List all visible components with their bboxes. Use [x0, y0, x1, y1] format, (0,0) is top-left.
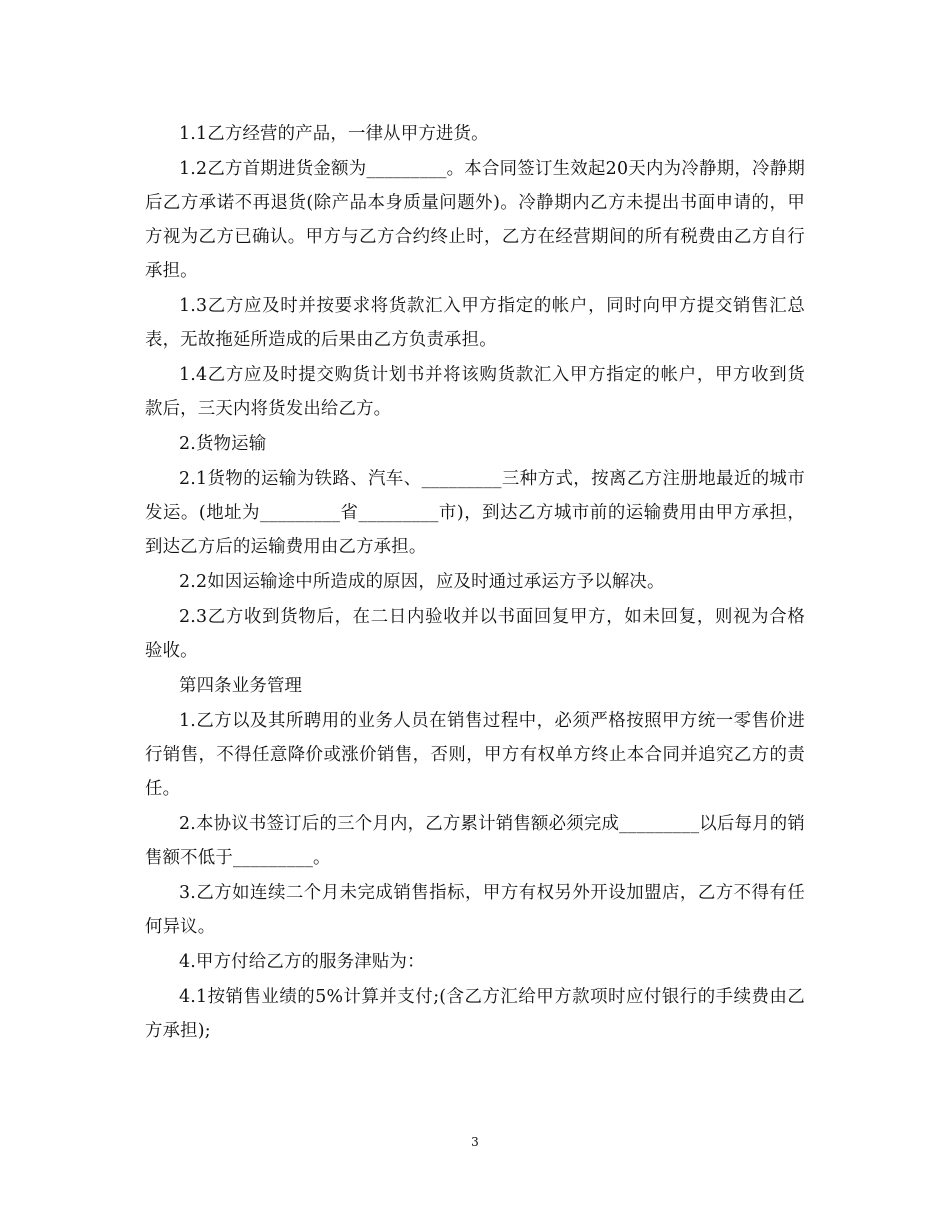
- business-clause-3: 3.乙方如连续二个月未完成销售指标，甲方有权另外开设加盟店，乙方不得有任何异议。: [145, 883, 805, 937]
- page-number: 3: [471, 1135, 479, 1149]
- document-body: [145, 117, 805, 1048]
- clause-2-1: 2.1货物的运输为铁路、汽车、_________三种方式，按离乙方注册地最近的城市发运。(地址为_________省_________市)，到达乙方城市前的运输费用由甲方承担，到达乙方后的运输费用由乙方承担。: [145, 469, 805, 557]
- article-heading-business-management: 第四条业务管理: [179, 676, 303, 696]
- clause-1-4: 1.4乙方应及时提交购货计划书并将该购货款汇入甲方指定的帐户，甲方收到货款后，三天内将货发出给乙方。: [145, 365, 805, 419]
- business-clause-2: 2.本协议书签订后的三个月内，乙方累计销售额必须完成_________以后每月的销售额不低于_________。: [145, 814, 805, 868]
- clause-2-3: 2.3乙方收到货物后，在二日内验收并以书面回复甲方，如未回复，则视为合格验收。: [145, 607, 805, 661]
- section-heading-transport: 2.货物运输: [179, 434, 267, 454]
- business-clause-4: 4.甲方付给乙方的服务津贴为：: [179, 952, 425, 972]
- clause-1-3: 1.3乙方应及时并按要求将货款汇入甲方指定的帐户，同时向甲方提交销售汇总表，无故拖延所造成的后果由乙方负责承担。: [145, 296, 805, 350]
- clause-1-2: 1.2乙方首期进货金额为_________。本合同签订生效起20天内为冷静期，冷静期后乙方承诺不再退货(除产品本身质量问题外)。冷静期内乙方未提出书面申请的，甲方视为乙方已确认。甲方与乙方合约终止时，乙方在经营期间的所有税费由乙方自行承担。: [145, 159, 805, 281]
- clause-2-2: 2.2如因运输途中所造成的原因，应及时通过承运方予以解决。: [179, 572, 665, 592]
- clause-1-1: 1.1乙方经营的产品，一律从甲方进货。: [179, 124, 489, 144]
- business-clause-1: 1.乙方以及其所聘用的业务人员在销售过程中，必须严格按照甲方统一零售价进行销售，不得任意降价或涨价销售，否则，甲方有权单方终止本合同并追究乙方的责任。: [145, 711, 805, 799]
- business-clause-4-1: 4.1按销售业绩的5%计算并支付;(含乙方汇给甲方款项时应付银行的手续费由乙方承担);: [145, 987, 805, 1041]
